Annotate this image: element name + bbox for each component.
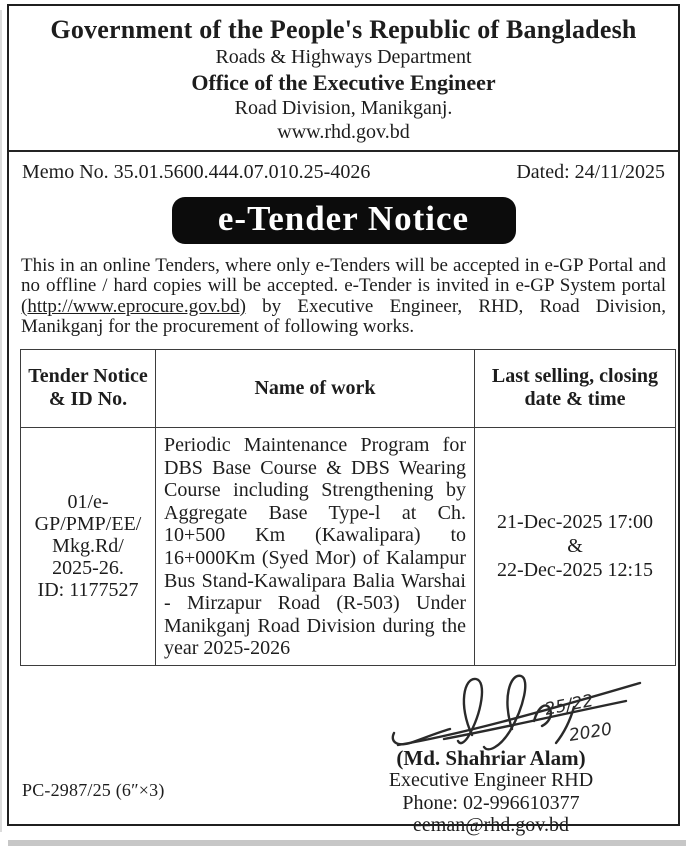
tender-id-line: Mkg.Rd/ [52, 535, 124, 558]
col-header-work-name: Name of work [156, 349, 475, 427]
signatory-designation: Executive Engineer RHD [388, 769, 594, 792]
col-header-dates: Last selling, closing date & time [475, 349, 676, 427]
signatory-email: eeman@rhd.gov.bd [413, 814, 569, 837]
memo-date: Dated: 24/11/2025 [516, 160, 665, 183]
tender-id-line: ID: 1177527 [37, 579, 139, 602]
last-selling-date: 21-Dec-2025 17:00 [496, 511, 654, 534]
handwritten-signature-icon [388, 669, 646, 753]
memo-number: Memo No. 35.01.5600.444.07.010.25-4026 [22, 160, 371, 183]
memo-row [9, 152, 678, 184]
tender-table [20, 349, 676, 666]
government-title: Government of the People's Republic of Bangladesh [50, 15, 637, 44]
table-row [21, 427, 676, 665]
tender-id-line: GP/PMP/EE/ [34, 513, 142, 536]
scan-edge-artifact [8, 840, 686, 846]
intro-text-after: by Executive Engineer, RHD, Road Division, Manikganj for the procurement of following works. [21, 295, 666, 338]
signature-area [9, 669, 646, 753]
work-name-cell: Periodic Maintenance Program for DBS Base Course & DBS Wearing Course including Strengthening by Aggregate Base Type-l at Ch. 10+500 Km (Kawalipara) to 16+000Km (Syed Mor) of Kalampur Bus Stand-Kawalipara Balia Warshai - Mirzapur Road (R-503) Under Manikganj Road Division during the year 2025-2026 [156, 427, 475, 665]
website-url: www.rhd.gov.bd [277, 120, 410, 143]
scan-edge-artifact [0, 10, 2, 832]
office-name: Office of the Executive Engineer [191, 69, 496, 95]
intro-text-before: This in an online Tenders, where only e-Tenders will be accepted in e-GP Portal and no offline / hard copies will be accepted. e-Tender is invited in e-GP System portal [21, 254, 666, 297]
press-code: PC-2987/25 (6″×3) [22, 780, 165, 800]
closing-date: 22-Dec-2025 12:15 [496, 559, 654, 582]
handwritten-date-bottom: 2020 [567, 719, 614, 746]
handwritten-date-top: 25/22 [543, 690, 596, 720]
department-name: Roads & Highways Department [215, 46, 472, 69]
dates-ampersand: & [567, 535, 583, 558]
letterhead [9, 6, 678, 150]
signatory-name: (Md. Shahriar Alam) [396, 745, 586, 770]
dates-cell [475, 427, 676, 665]
signatory-phone: Phone: 02-996610377 [402, 791, 580, 814]
col-header-tender-id: Tender Notice & ID No. [21, 349, 156, 427]
tender-id-cell [21, 427, 156, 665]
table-header-row [21, 349, 676, 427]
e-tender-notice-banner [172, 197, 516, 244]
division-name: Road Division, Manikganj. [234, 97, 453, 120]
signatory-block [326, 747, 656, 837]
banner-title: e-Tender Notice [217, 199, 470, 239]
tender-id-line: 01/e- [67, 491, 109, 514]
intro-paragraph [21, 256, 666, 338]
notice-page [7, 4, 680, 837]
eprocure-portal-link[interactable]: (http://www.eprocure.gov.bd) [21, 295, 246, 317]
tender-id-line: 2025-26. [52, 557, 124, 580]
